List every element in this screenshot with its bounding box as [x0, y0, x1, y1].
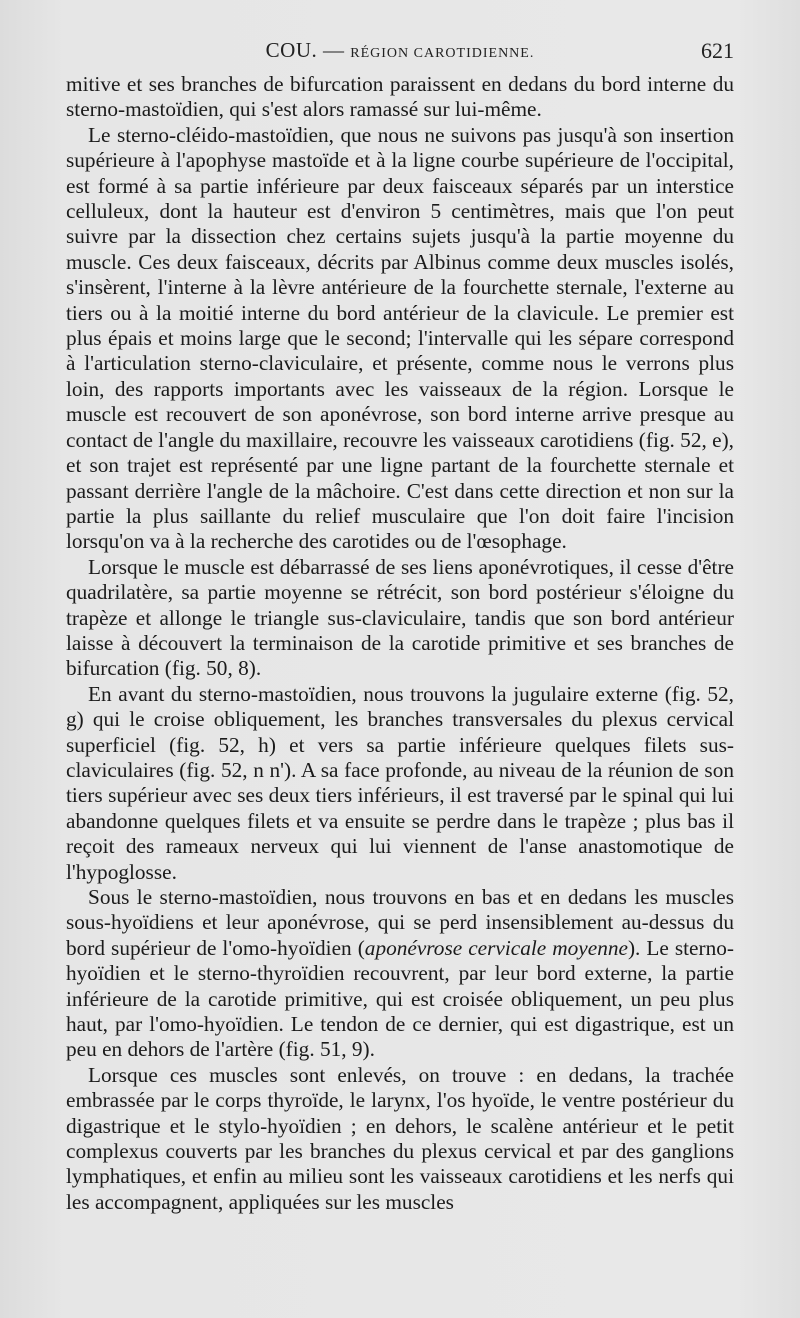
paragraph-text: Sous le sterno-mastoïdien, nous trouvons en bas et en dedans les muscles sous-hyoïdiens et leur aponévrose, qui se perd insensiblement au-dessus du bord supérieur de l'omo-hyoïdien (	[66, 885, 734, 960]
region-title: RÉGION CAROTIDIENNE.	[350, 46, 535, 61]
paragraph-sous-le-sterno	[66, 885, 734, 1063]
paragraph-muscle-debarrasse: Lorsque le muscle est débarrassé de ses liens aponévrotiques, il cesse d'être quadrilatère, sa partie moyenne se rétrécit, son bord postérieur s'éloigne du trapèze et allonge le triangle sus-claviculaire, tandis que son bord antérieur laisse à découvert la terminaison de la carotide primitive et ses branches de bifurcation (fig. 50, 8).	[66, 554, 734, 681]
page-body	[66, 72, 734, 1215]
paragraph-en-avant: En avant du sterno-mastoïdien, nous trouvons la jugulaire externe (fig. 52, g) qui le croise obliquement, les branches transversales du plexus cervical superficiel (fig. 52, h) et vers sa partie inférieure quelques filets sus-claviculaires (fig. 52, n n'). A sa face profonde, au niveau de la réunion de son tiers supérieur avec ses deux tiers inférieurs, il est traversé par le spinal qui lui abandonne quelques filets et va ensuite se perdre dans le trapèze ; plus bas il reçoit des rameaux nerveux qui lui viennent de l'anse anastomotique de l'hypoglosse.	[66, 681, 734, 884]
paragraph-muscles-enleves: Lorsque ces muscles sont enlevés, on trouve : en dedans, la trachée embrassée par le corps thyroïde, le larynx, l'os hyoïde, le ventre postérieur du digastrique et le stylo-hyoïdien ; en dehors, le scalène antérieur et le petit complexus couverts par les branches du plexus cervical et par des ganglions lymphatiques, et enfin au milieu sont les vaisseaux carotidiens et les nerfs qui les accompagnent, appliquées sur les muscles	[66, 1062, 734, 1214]
paragraph-text: ). Le sterno-hyoïdien et le sterno-thyroïdien recouvrent, par leur bord externe, la partie inférieure de la carotide primitive, qui est croisée obliquement, un peu plus haut, par l'omo-hyoïdien. Le tendon de ce dernier, qui est digastrique, est un peu en dehors de l'artère (fig. 51, 9).	[66, 935, 734, 1062]
paragraph-continued: mitive et ses branches de bifurcation paraissent en dedans du bord interne du sterno-mastoïdien, qui s'est alors ramassé sur lui-même.	[66, 72, 734, 122]
running-title	[66, 38, 734, 63]
paragraph-sterno-cleido-mastoidien: Le sterno-cléido-mastoïdien, que nous ne suivons pas jusqu'à son insertion supérieure à l'apophyse mastoïde et à la ligne courbe supérieure de l'occipital, est formé à sa partie inférieure par deux faisceaux séparés par un interstice celluleux, dont la hauteur est d'environ 5 centimètres, mais que l'on peut suivre par la dissection chez certains sujets jusqu'à la partie moyenne du muscle. Ces deux faisceaux, décrits par Albinus comme deux muscles isolés, s'insèrent, l'interne à la lèvre antérieure de la fourchette sternale, l'externe au tiers ou à la moitié interne du bord antérieur de la clavicule. Le premier est plus épais et moins large que le second; l'intervalle qui les sépare correspond à l'articulation sterno-claviculaire, et présente, comme nous le verrons plus loin, des rapports importants avec les vaisseaux de la région. Lorsque le muscle est recouvert de son aponévrose, son bord interne arrive presque au contact de l'angle du maxillaire, recouvre les vaisseaux carotidiens (fig. 52, e), et son trajet est représenté par une ligne partant de la fourchette sternale et passant derrière l'angle de la mâchoire. C'est dans cette direction et non sur la partie la plus saillante du relief musculaire que l'on doit faire l'incision lorsqu'on va à la recherche des carotides ou de l'œsophage.	[66, 122, 734, 554]
italic-term: aponévrose cervicale moyenne	[364, 935, 628, 960]
running-header	[66, 38, 734, 68]
header-dash: —	[317, 38, 351, 62]
section-title: COU.	[265, 38, 318, 62]
page-number: 621	[701, 38, 734, 63]
